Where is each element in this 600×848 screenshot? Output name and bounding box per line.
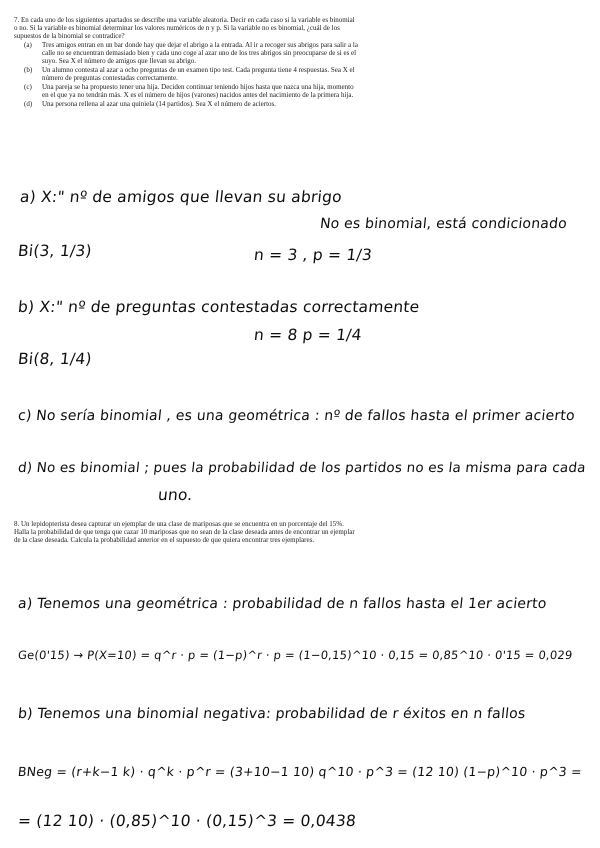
exercise-7-option-a: (a) Tres amigos entran en un bar donde hay que dejar el abrigo a la entrada. Al ir a recoger sus abrigos para salir a la calle no se encuentran demasiado bien y cada uno coge al azar uno de los tres abrigos sin preocuparse de si es el suyo. Sea X el número de amigos que llevan su abrigo.	[24, 41, 358, 65]
exercise-8-intro: 8. Un lepidopterista desea capturar un ejemplar de una clase de mariposas que se encuentra en un porcentaje del 15%. Halla la probabilidad de que tenga que cazar 10 mariposas que no sean de la clase deseada antes de encontrar un ejemplar de la clase deseada. Calcula la probabilidad anterior en el supuesto de que quiera encontrar tres ejemplares.	[14, 520, 355, 544]
answer-c-line: c) No sería binomial , es una geométrica : nº de fallos hasta el primer acierto	[17, 408, 576, 424]
answer-a-note: No es binomial, está condicionado	[319, 216, 568, 232]
answer-d-line-2: uno.	[157, 486, 194, 504]
exercise-7-option-b: (b) Un alumno contesta al azar a ocho preguntas de un examen tipo test. Cada pregunta tiene 4 respuestas. Sea X el número de preguntas contestadas correctamente.	[24, 66, 355, 82]
answer-a-distribution: Bi(3, 1/3)	[17, 242, 93, 260]
answer-8b-formula-1: BNeg = (r+k−1 k) · q^k · p^r = (3+10−1 10) q^10 · p^3 = (12 10) (1−p)^10 · p^3 =	[17, 764, 583, 779]
answer-d-line: d) No es binomial ; pues la probabilidad de los partidos no es la misma para cada	[17, 460, 587, 476]
answer-a-params: n = 3 , p = 1/3	[253, 246, 373, 264]
exercise-7-option-c: (c) Una pareja se ha propuesto tener una hija. Deciden continuar teniendo hijos hasta que nazca una hija, momento en el que ya no tendrán más. X es el número de hijos (varones) nacidos antes del nacimiento de la primera hija.	[24, 83, 354, 99]
answer-b-distribution: Bi(8, 1/4)	[17, 350, 93, 368]
answer-a-line: a) X:" nº de amigos que llevan su abrigo	[19, 188, 343, 206]
exercise-7-option-d: (d) Una persona rellena al azar una quiniela (14 partidos). Sea X el número de aciertos.	[24, 100, 277, 108]
answer-8a-formula: Ge(0'15) → P(X=10) = q^r · p = (1−p)^r · p = (1−0,15)^10 · 0,15 = 0,85^10 · 0'15 = 0,029	[17, 648, 574, 662]
answer-b-line: b) X:" nº de preguntas contestadas correctamente	[17, 298, 421, 316]
answer-b-params: n = 8 p = 1/4	[253, 326, 363, 344]
answer-8a-line: a) Tenemos una geométrica : probabilidad de n fallos hasta el 1er acierto	[17, 596, 548, 612]
answer-8b-line: b) Tenemos una binomial negativa: probabilidad de r éxitos en n fallos	[17, 706, 527, 722]
exercise-7-printed	[14, 16, 358, 109]
exercise-8-printed	[14, 520, 358, 545]
answer-8b-formula-2: = (12 10) · (0,85)^10 · (0,15)^3 = 0,0438	[17, 812, 357, 830]
exercise-7-intro: 7. En cada uno de los siguientes apartados se describe una variable aleatoria. Decir en cada caso si la variable es binomial o no. Si la variable es binomial determinar los valores numéricos de n y p. Si la variable no es binomial, ¿cuál de los supuestos de la binomial se contradice?	[14, 16, 355, 40]
